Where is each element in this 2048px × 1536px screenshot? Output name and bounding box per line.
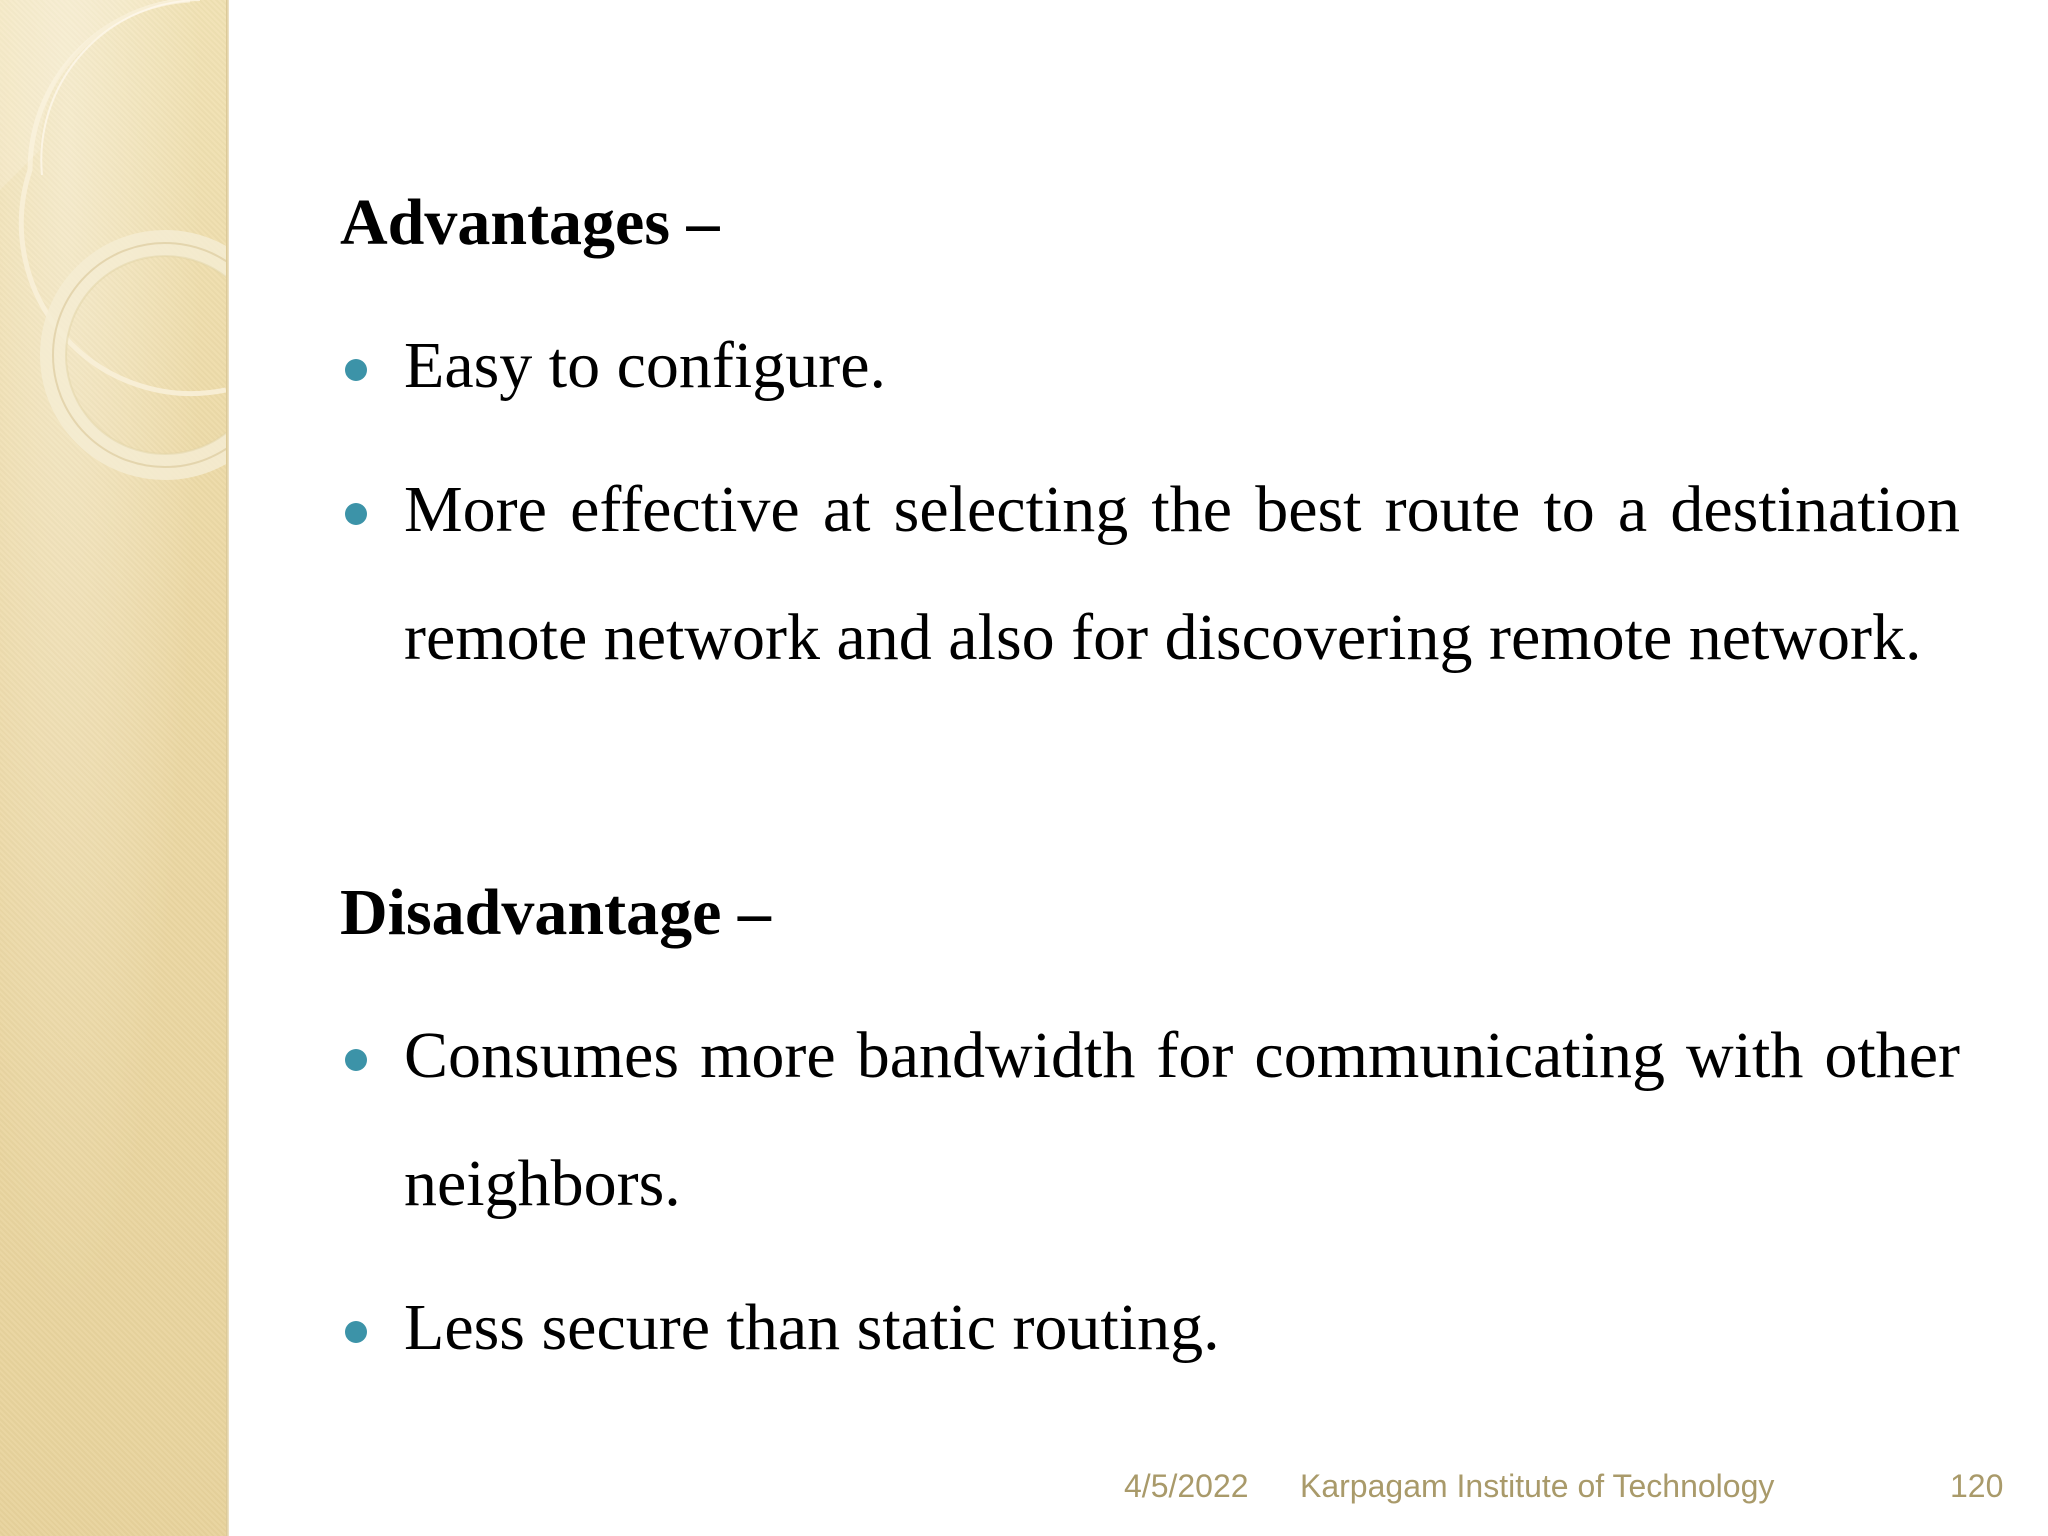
- disadvantage-item-text: Consumes more bandwidth for communicating with other neighbors.: [404, 1019, 1960, 1220]
- bullet-dot-icon: [345, 359, 367, 381]
- footer-date: 4/5/2022: [1124, 1468, 1249, 1504]
- footer-organization: Karpagam Institute of Technology: [1300, 1468, 1775, 1504]
- side-panel-divider: [226, 0, 229, 1536]
- bullet-dot-icon: [345, 1321, 367, 1343]
- bullet-dot-icon: [345, 503, 367, 525]
- advantages-heading: Advantages –: [340, 186, 720, 259]
- decorative-side-panel: [0, 0, 226, 1536]
- disadvantage-item-text: Less secure than static routing.: [404, 1291, 1220, 1364]
- advantage-item-text: Easy to configure.: [404, 329, 887, 402]
- bullet-dot-icon: [345, 1049, 367, 1071]
- footer-page-number: 120: [1950, 1468, 2004, 1504]
- decorative-rings-graphic: [0, 0, 226, 1536]
- slide-content: [340, 0, 1960, 1536]
- advantage-item-text: More effective at selecting the best route to a destination remote network and also for discovering remote network.: [404, 473, 1960, 674]
- disadvantage-heading: Disadvantage –: [340, 876, 771, 949]
